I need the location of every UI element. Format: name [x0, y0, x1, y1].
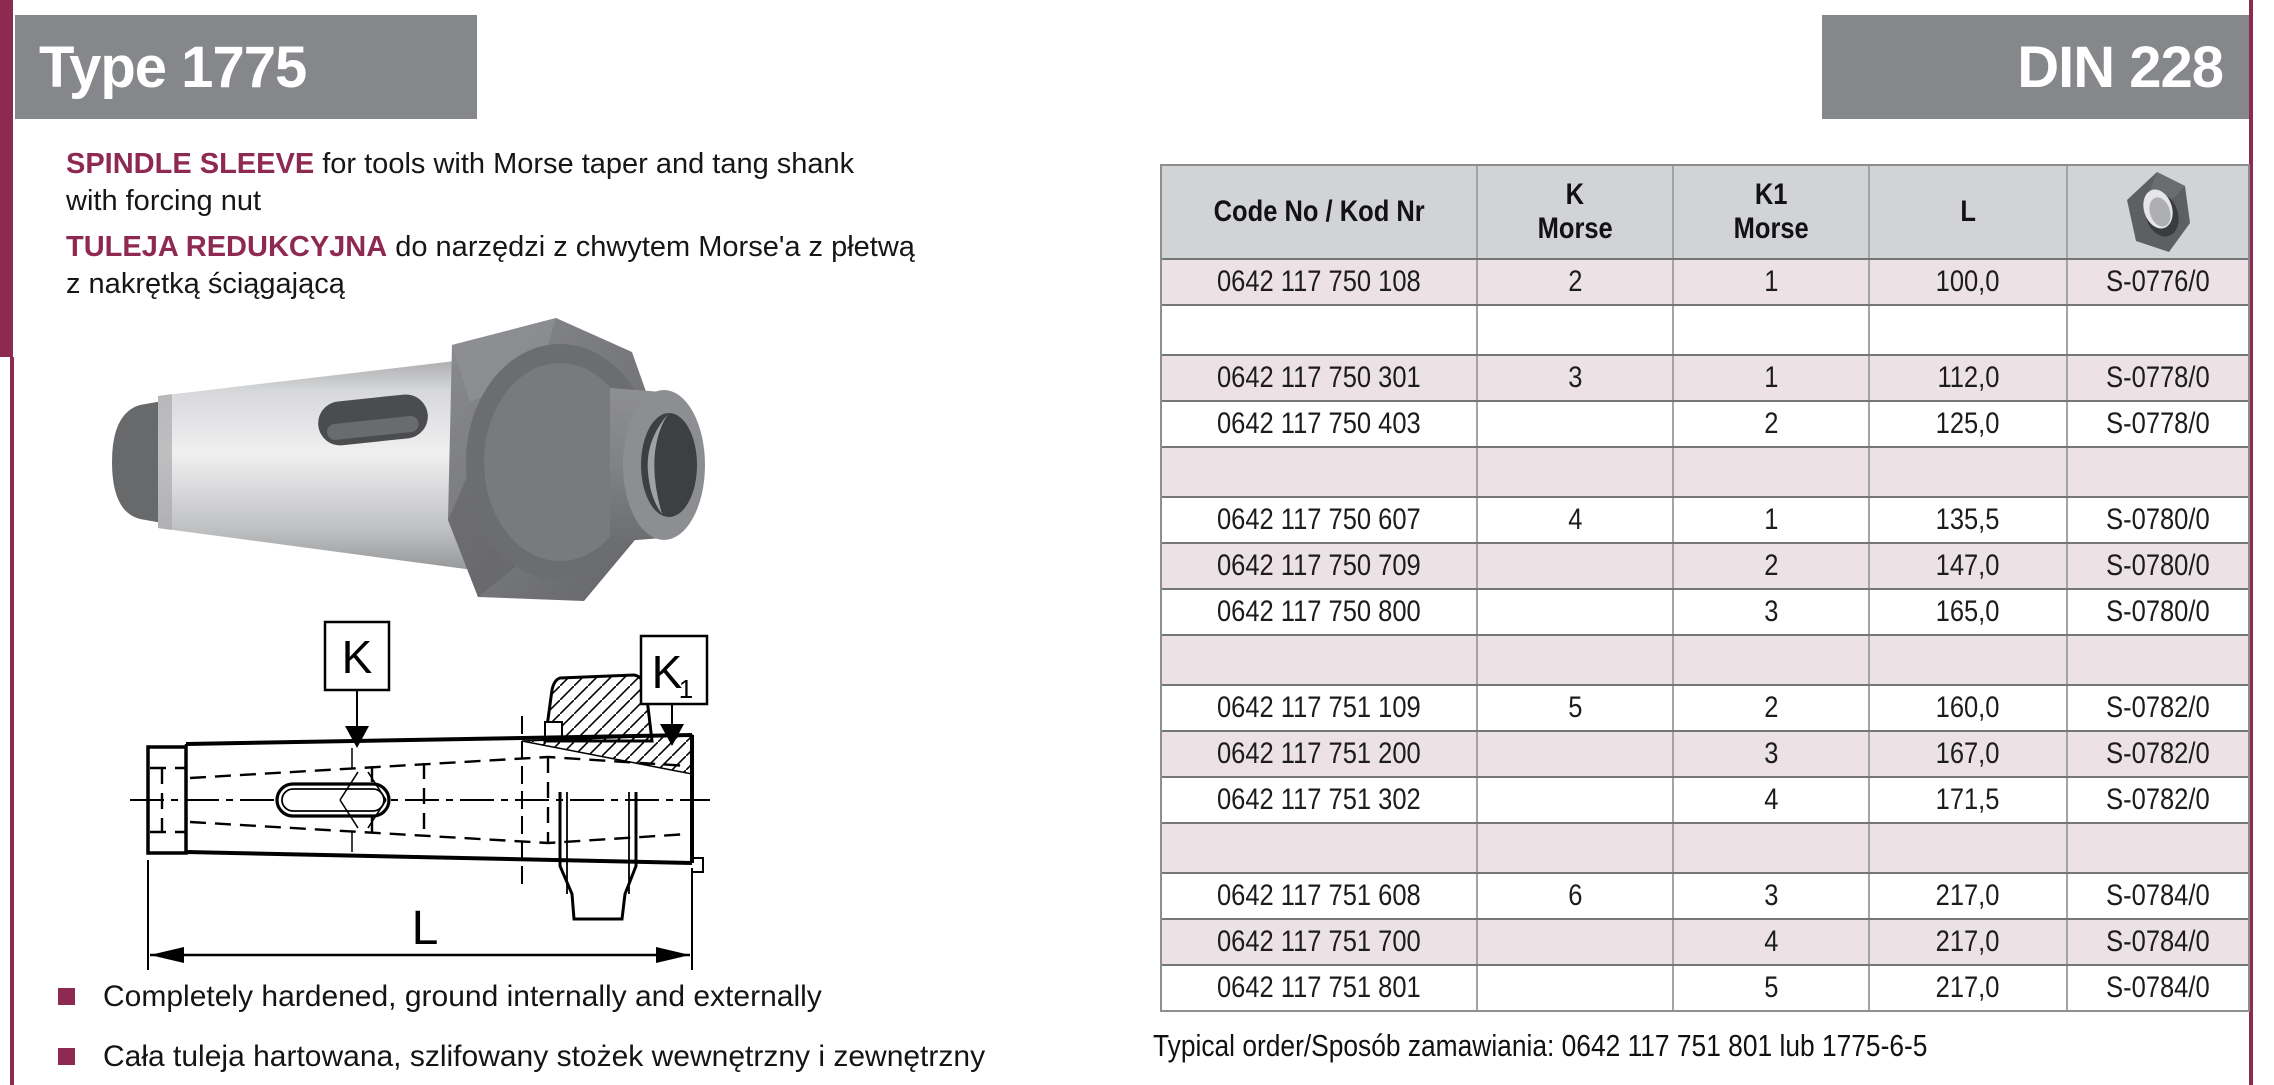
- dimension-l: [148, 860, 692, 970]
- column-header-k: K Morse: [1478, 166, 1674, 258]
- column-header-code: Code No / Kod Nr: [1162, 166, 1478, 258]
- table-cell-code: [1162, 636, 1478, 684]
- table-cell-l: [1870, 824, 2068, 872]
- table-row: [1162, 872, 2248, 918]
- technical-drawing: [118, 608, 724, 980]
- table-cell-k: [1478, 966, 1674, 1010]
- table-cell-k: [1478, 448, 1674, 496]
- table-cell-s: S-0784/0: [2106, 879, 2210, 912]
- table-cell-code: [1162, 824, 1478, 872]
- description-pl-line2: z nakrętką ściągającą: [66, 268, 345, 300]
- table-cell-l: 171,5: [1870, 778, 2068, 822]
- table-cell-l: 100,0: [1870, 260, 2068, 304]
- table-cell-s: [2068, 636, 2248, 684]
- table-cell-k: [1478, 590, 1674, 634]
- svg-text:L: L: [411, 902, 439, 955]
- table-cell-code: 0642 117 751 200: [1162, 732, 1478, 776]
- table-cell-l: 167,0: [1870, 732, 2068, 776]
- table-cell-code: 0642 117 750 108: [1162, 260, 1478, 304]
- table-row: [1162, 776, 2248, 822]
- table-cell-s: S-0778/0: [2106, 407, 2210, 440]
- table-cell-code: 0642 117 751 608: [1162, 874, 1478, 918]
- feature-text-en: Completely hardened, ground internally and externally: [103, 980, 822, 1013]
- column-header-k1: K1 Morse: [1674, 166, 1870, 258]
- table-row: [1162, 496, 2248, 542]
- table-cell-s: S-0780/0: [2106, 595, 2210, 628]
- bullet-square-icon: [58, 1048, 75, 1065]
- svg-text:K: K: [341, 631, 373, 683]
- description-pl: [66, 229, 1126, 303]
- table-cell-code: 0642 117 750 800: [1162, 590, 1478, 634]
- table-cell-code: 0642 117 751 302: [1162, 778, 1478, 822]
- table-cell-l: 112,0: [1870, 356, 2068, 400]
- table-cell-l: 135,5: [1870, 498, 2068, 542]
- bullet-square-icon: [58, 988, 75, 1005]
- table-cell-k1: 4: [1674, 778, 1870, 822]
- table-cell-k1: 3: [1674, 590, 1870, 634]
- table-header-row: [1162, 166, 2248, 258]
- table-cell-k1: 4: [1674, 920, 1870, 964]
- table-cell-k: [1478, 306, 1674, 354]
- description-en-line2: with forcing nut: [66, 185, 262, 217]
- table-row: [1162, 354, 2248, 400]
- table-cell-s: S-0784/0: [2106, 971, 2210, 1004]
- din-title: DIN 228: [2017, 34, 2223, 100]
- table-cell-l: 217,0: [1870, 966, 2068, 1010]
- product-table: [1160, 164, 2250, 1012]
- table-cell-code: 0642 117 750 301: [1162, 356, 1478, 400]
- hex-nut-icon: [2123, 171, 2193, 253]
- column-header-l: L: [1870, 166, 2068, 258]
- table-cell-k: 6: [1478, 874, 1674, 918]
- table-cell-code: 0642 117 751 801: [1162, 966, 1478, 1010]
- table-row: [1162, 634, 2248, 684]
- table-cell-l: 217,0: [1870, 920, 2068, 964]
- table-cell-s: S-0778/0: [2106, 361, 2210, 394]
- table-cell-k: [1478, 920, 1674, 964]
- table-cell-k1: 2: [1674, 544, 1870, 588]
- type-title: Type 1775: [39, 34, 307, 100]
- table-cell-k1: [1674, 824, 1870, 872]
- table-cell-k: [1478, 544, 1674, 588]
- description-en: [66, 146, 1126, 220]
- table-cell-k1: [1674, 636, 1870, 684]
- table-cell-k: 4: [1478, 498, 1674, 542]
- table-cell-code: [1162, 306, 1478, 354]
- table-cell-k: 3: [1478, 356, 1674, 400]
- table-row: [1162, 542, 2248, 588]
- product-description: [66, 146, 1126, 303]
- table-row: [1162, 730, 2248, 776]
- table-cell-s: [2068, 306, 2248, 354]
- left-accent-bar: [0, 0, 13, 357]
- table-cell-s: S-0780/0: [2106, 503, 2210, 536]
- table-cell-s: S-0782/0: [2106, 737, 2210, 770]
- table-cell-l: [1870, 448, 2068, 496]
- k-label-box: [325, 622, 389, 748]
- column-header-image: [2068, 166, 2248, 258]
- table-cell-k1: 2: [1674, 402, 1870, 446]
- table-cell-code: [1162, 448, 1478, 496]
- table-cell-s: S-0782/0: [2106, 691, 2210, 724]
- table-row: [1162, 964, 2248, 1010]
- left-accent-line: [10, 357, 14, 1085]
- table-cell-code: 0642 117 751 700: [1162, 920, 1478, 964]
- table-row: [1162, 822, 2248, 872]
- table-cell-s: S-0782/0: [2106, 783, 2210, 816]
- description-en-text: for tools with Morse taper and tang shank: [314, 148, 855, 180]
- typical-order-note: Typical order/Sposób zamawiania: 0642 117 751 801 lub 1775-6-5: [1153, 1028, 1928, 1063]
- table-cell-k1: 1: [1674, 498, 1870, 542]
- table-cell-k1: 2: [1674, 686, 1870, 730]
- table-row: [1162, 588, 2248, 634]
- description-en-lead: SPINDLE SLEEVE: [66, 148, 315, 180]
- table-cell-l: [1870, 636, 2068, 684]
- table-cell-k: [1478, 778, 1674, 822]
- table-cell-k1: [1674, 448, 1870, 496]
- table-cell-k1: 5: [1674, 966, 1870, 1010]
- table-cell-k: [1478, 732, 1674, 776]
- table-cell-code: 0642 117 750 403: [1162, 402, 1478, 446]
- description-pl-lead: TULEJA REDUKCYJNA: [66, 231, 388, 263]
- table-cell-l: 160,0: [1870, 686, 2068, 730]
- svg-text:1: 1: [678, 674, 694, 704]
- table-cell-l: [1870, 306, 2068, 354]
- description-pl-text: do narzędzi z chwytem Morse'a z płetwą: [387, 231, 915, 263]
- table-cell-k: 2: [1478, 260, 1674, 304]
- table-cell-s: S-0776/0: [2106, 265, 2210, 298]
- table-cell-l: 217,0: [1870, 874, 2068, 918]
- table-rows: [1162, 258, 2248, 1010]
- svg-text:K: K: [651, 646, 683, 698]
- table-cell-s: [2068, 824, 2248, 872]
- table-row: [1162, 258, 2248, 304]
- table-row: [1162, 304, 2248, 354]
- table-row: [1162, 684, 2248, 730]
- table-cell-k1: 1: [1674, 260, 1870, 304]
- table-row: [1162, 918, 2248, 964]
- type-header-box: [15, 15, 477, 119]
- table-cell-k1: 1: [1674, 356, 1870, 400]
- table-row: [1162, 400, 2248, 446]
- feature-text-pl: Cała tuleja hartowana, szlifowany stożek wewnętrzny i zewnętrzny: [103, 1040, 986, 1073]
- table-row: [1162, 446, 2248, 496]
- table-cell-k1: 3: [1674, 874, 1870, 918]
- table-cell-l: 125,0: [1870, 402, 2068, 446]
- table-cell-s: [2068, 448, 2248, 496]
- table-cell-code: 0642 117 751 109: [1162, 686, 1478, 730]
- table-cell-code: 0642 117 750 607: [1162, 498, 1478, 542]
- table-cell-k: 5: [1478, 686, 1674, 730]
- din-header-box: [1822, 15, 2249, 119]
- table-cell-code: 0642 117 750 709: [1162, 544, 1478, 588]
- feature-item: [58, 1040, 985, 1074]
- table-cell-k: [1478, 402, 1674, 446]
- table-cell-k1: [1674, 306, 1870, 354]
- table-cell-l: 165,0: [1870, 590, 2068, 634]
- product-photo: [98, 308, 758, 614]
- table-cell-k1: 3: [1674, 732, 1870, 776]
- drawing-nut-lower: [560, 792, 636, 919]
- table-cell-k: [1478, 636, 1674, 684]
- table-cell-k: [1478, 824, 1674, 872]
- table-cell-s: S-0784/0: [2106, 925, 2210, 958]
- feature-item: [58, 980, 822, 1014]
- table-cell-s: S-0780/0: [2106, 549, 2210, 582]
- table-cell-l: 147,0: [1870, 544, 2068, 588]
